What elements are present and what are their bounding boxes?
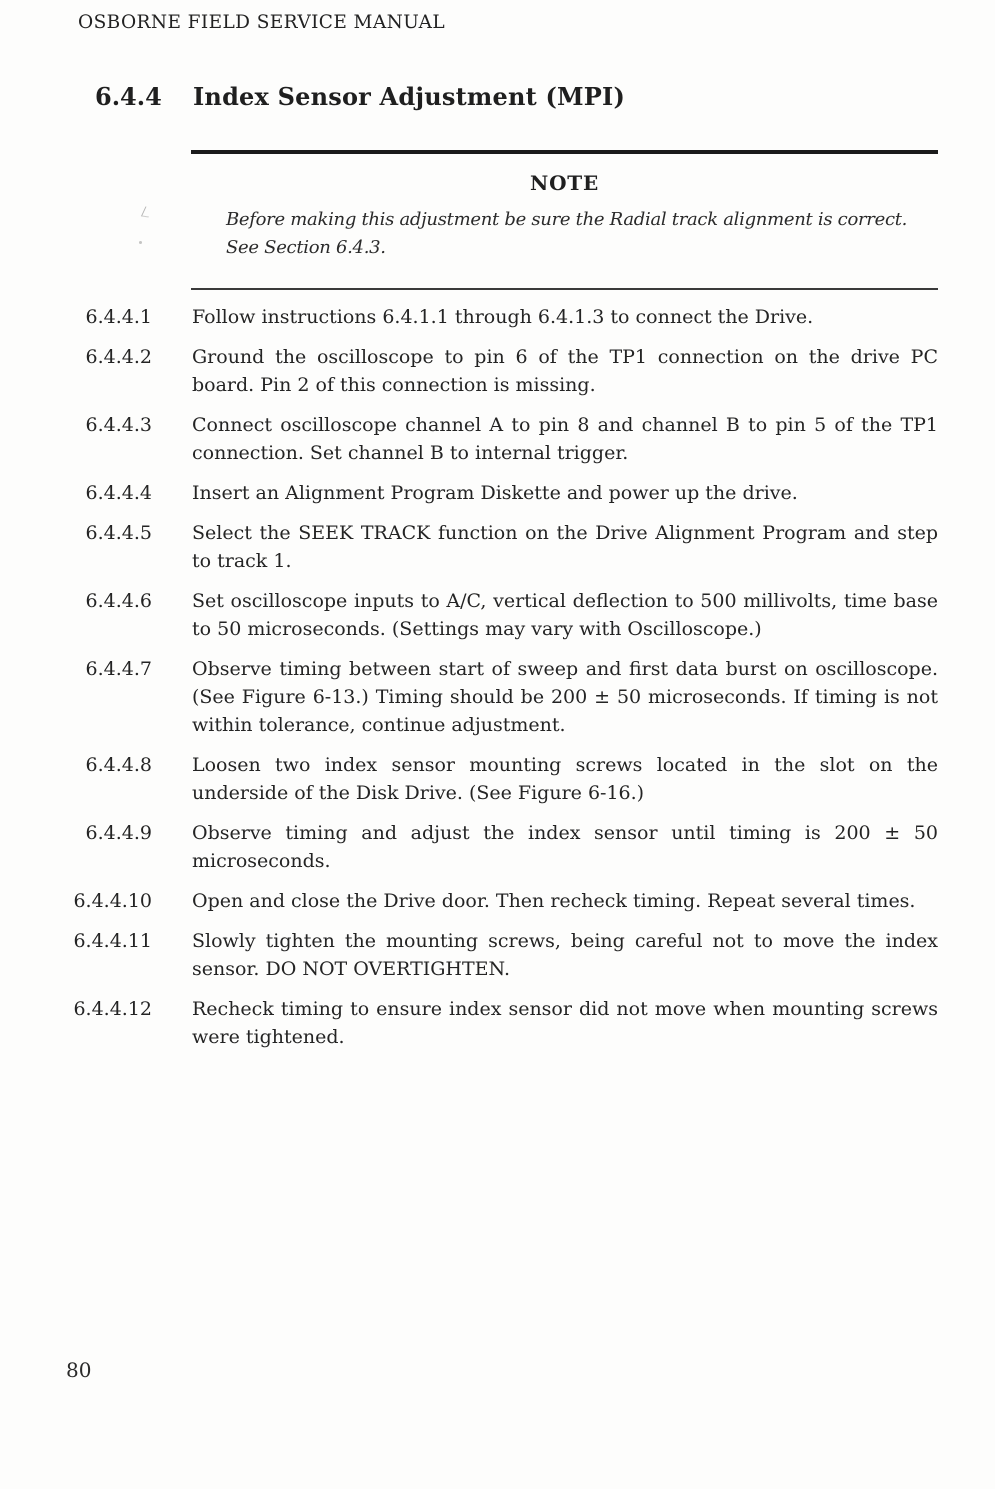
step-text: Connect oscilloscope channel A to pin 8 and channel B to pin 5 of the TP1 connection. Set channel B to internal trigger. [192, 414, 938, 464]
procedure-step [60, 519, 938, 575]
procedure-step [60, 819, 938, 875]
procedure-step [60, 303, 938, 331]
procedure-step [60, 655, 938, 739]
page-number: 80 [66, 1358, 92, 1382]
scan-artifact-mark [141, 206, 153, 217]
procedure-step [60, 995, 938, 1051]
note-label: NOTE [529, 171, 600, 195]
note-text: Before making this adjustment be sure the Radial track alignment is correct. See Section 6.4.3. [226, 209, 908, 258]
step-number: 6.4.4.5 [85, 522, 152, 544]
section-title: Index Sensor Adjustment (MPI) [193, 82, 625, 111]
procedure-step [60, 587, 938, 643]
step-number: 6.4.4.6 [85, 590, 152, 612]
step-text: Ground the oscilloscope to pin 6 of the TP1 connection on the drive PC board. Pin 2 of this connection is missing. [192, 346, 938, 396]
step-number: 6.4.4.7 [85, 658, 152, 680]
note-block [191, 150, 938, 290]
step-text: Open and close the Drive door. Then recheck timing. Repeat several times. [192, 890, 916, 912]
procedure-step [60, 411, 938, 467]
procedure-step [60, 887, 938, 915]
step-text: Loosen two index sensor mounting screws located in the slot on the underside of the Disk Drive. (See Figure 6-16.) [192, 754, 938, 804]
step-number: 6.4.4.10 [73, 890, 152, 912]
step-number: 6.4.4.11 [73, 930, 152, 952]
scan-artifact-dot [139, 241, 142, 244]
procedure-step [60, 927, 938, 983]
step-text: Slowly tighten the mounting screws, being careful not to move the index sensor. DO NOT OVERTIGHTEN. [192, 930, 938, 980]
step-number: 6.4.4.12 [73, 998, 152, 1020]
procedure-steps-list [60, 303, 938, 1063]
procedure-step [60, 343, 938, 399]
step-number: 6.4.4.9 [85, 822, 152, 844]
step-number: 6.4.4.1 [85, 306, 152, 328]
step-text: Recheck timing to ensure index sensor did not move when mounting screws were tightened. [192, 998, 938, 1048]
step-number: 6.4.4.3 [85, 414, 152, 436]
section-number: 6.4.4 [95, 82, 162, 111]
running-header: OSBORNE FIELD SERVICE MANUAL [78, 12, 446, 33]
procedure-step [60, 479, 938, 507]
procedure-step [60, 751, 938, 807]
step-text: Observe timing and adjust the index sensor until timing is 200 ± 50 microseconds. [192, 822, 938, 872]
step-number: 6.4.4.4 [85, 482, 152, 504]
step-text: Select the SEEK TRACK function on the Drive Alignment Program and step to track 1. [192, 522, 938, 572]
step-number: 6.4.4.2 [85, 346, 152, 368]
step-number: 6.4.4.8 [85, 754, 152, 776]
step-text: Set oscilloscope inputs to A/C, vertical deflection to 500 millivolts, time base to 50 microseconds. (Settings may vary with Oscilloscope.) [192, 590, 938, 640]
step-text: Insert an Alignment Program Diskette and power up the drive. [192, 482, 798, 504]
step-text: Follow instructions 6.4.1.1 through 6.4.1.3 to connect the Drive. [192, 306, 814, 328]
step-text: Observe timing between start of sweep and first data burst on oscilloscope. (See Figure 6-13.) Timing should be 200 ± 50 microseconds. If timing is not within tolerance, continue adjustment. [192, 658, 938, 736]
